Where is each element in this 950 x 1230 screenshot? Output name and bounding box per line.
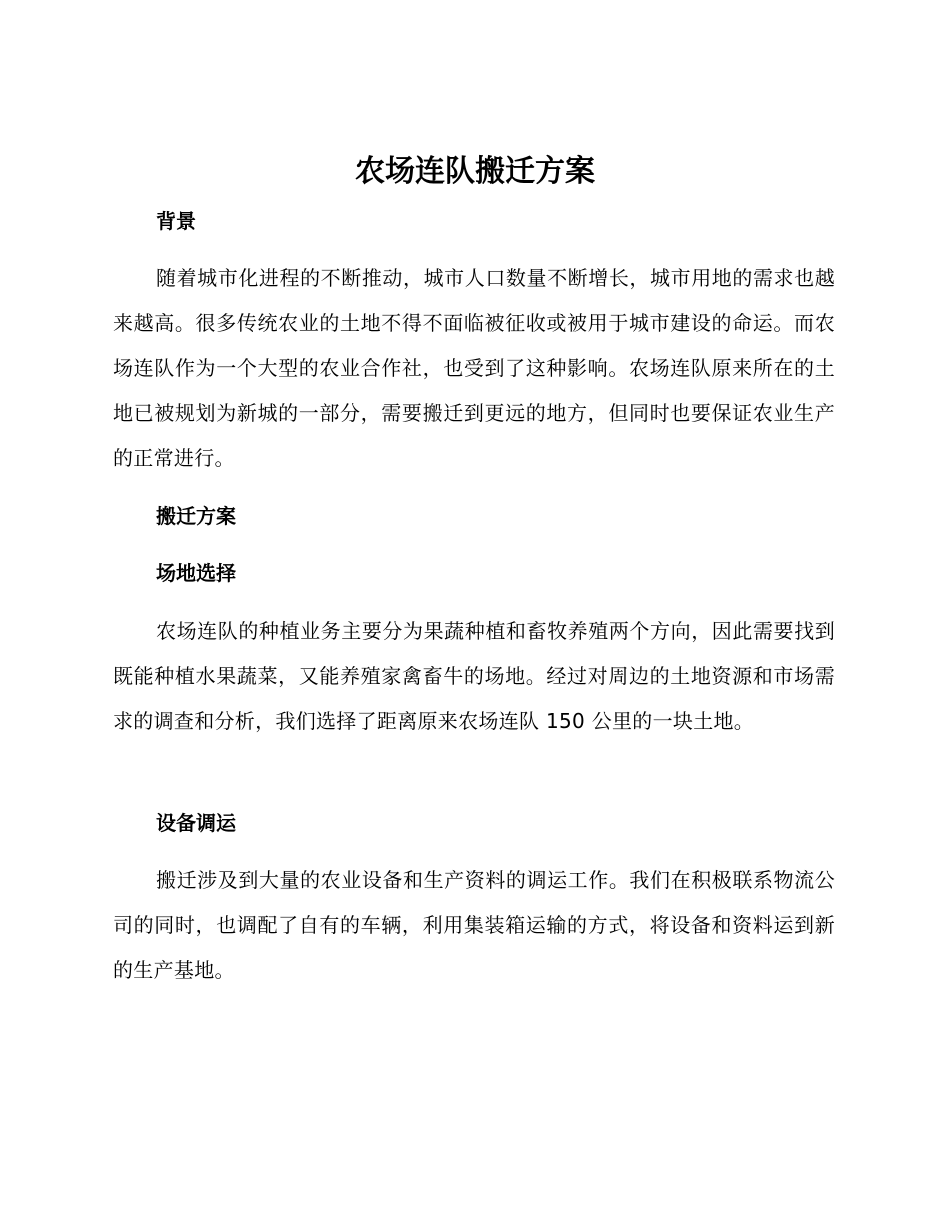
document-title: 农场连队搬迁方案 <box>355 154 595 189</box>
heading-relocation-plan: 搬迁方案 <box>156 504 236 528</box>
paragraph-background: 随着城市化进程的不断推动，城市人口数量不断增长，城市用地的需求也越来越高。很多传统农业的土地不得不面临被征收或被用于城市建设的命运。而农场连队作为一个大型的农业合作社，也受到了这种影响。农场连队原来所在的土地已被规划为新城的一部分，需要搬迁到更远的地方，但同时也要保证农业生产的正常进行。 <box>113 266 835 470</box>
heading-site-selection: 场地选择 <box>156 561 236 585</box>
heading-equipment-transport: 设备调运 <box>156 811 236 835</box>
paragraph-equipment-transport: 搬迁涉及到大量的农业设备和生产资料的调运工作。我们在积极联系物流公司的同时，也调配了自有的车辆，利用集装箱运输的方式，将设备和资料运到新的生产基地。 <box>113 868 835 982</box>
heading-background: 背景 <box>156 209 196 233</box>
paragraph-site-selection: 农场连队的种植业务主要分为果蔬种植和畜牧养殖两个方向，因此需要找到既能种植水果蔬菜，又能养殖家禽畜牛的场地。经过对周边的土地资源和市场需求的调查和分析，我们选择了距离原来农场连队 150 公里的一块土地。 <box>113 619 835 733</box>
